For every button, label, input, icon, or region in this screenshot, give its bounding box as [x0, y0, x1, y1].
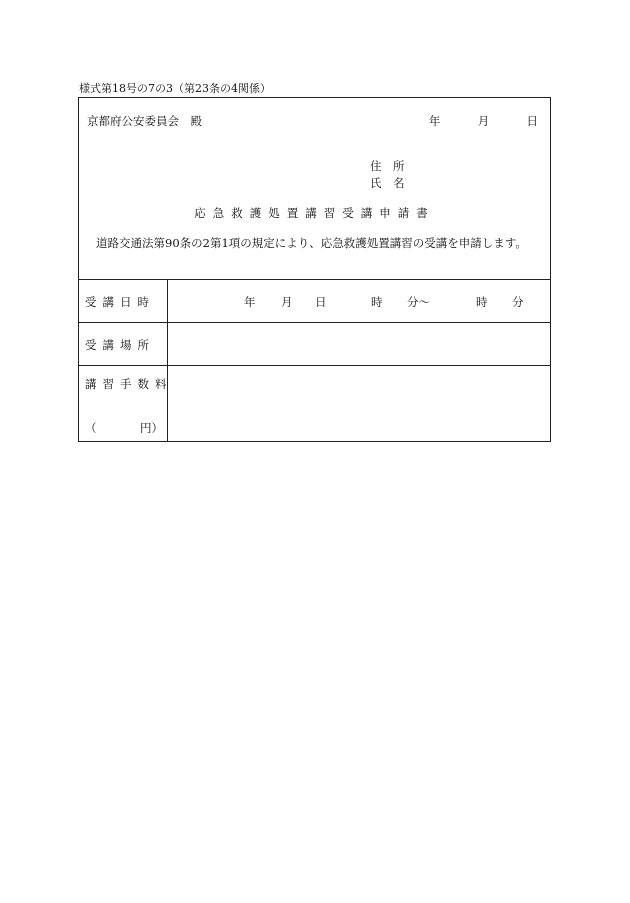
start-minute-label: 分〜	[407, 295, 430, 309]
row-course-fee	[79, 365, 550, 443]
course-day-label: 日	[315, 295, 327, 309]
application-form	[78, 97, 551, 442]
end-hour-label: 時	[476, 295, 488, 309]
date-month-label: 月	[477, 114, 490, 128]
fee-paren-open: （	[85, 421, 97, 435]
start-hour-label: 時	[371, 295, 383, 309]
row-course-datetime	[79, 279, 550, 322]
form-header	[79, 98, 550, 279]
address-label: 住 所	[370, 159, 405, 173]
course-datetime-label: 受講日時	[85, 295, 155, 309]
course-year-label: 年	[244, 295, 256, 309]
document-title: 応急救護処置講習受講申請書	[194, 206, 435, 220]
course-place-label: 受講場所	[85, 338, 155, 352]
application-statement: 道路交通法第90条の2第1項の規定により、応急救護処置講習の受講を申請します。	[96, 236, 527, 250]
course-month-label: 月	[281, 295, 293, 309]
row-course-place	[79, 322, 550, 365]
course-fee-label: 講習手数料	[85, 377, 173, 391]
addressee: 京都府公安委員会 殿	[87, 114, 202, 128]
end-minute-label: 分	[512, 295, 524, 309]
date-day-label: 日	[526, 114, 538, 128]
application-date[interactable]	[429, 113, 538, 129]
form-number: 様式第18号の7の3（第23条の4関係）	[79, 82, 271, 95]
date-year-label: 年	[428, 114, 441, 128]
fee-yen-unit: 円）	[140, 421, 163, 435]
name-label: 氏 名	[370, 176, 405, 190]
